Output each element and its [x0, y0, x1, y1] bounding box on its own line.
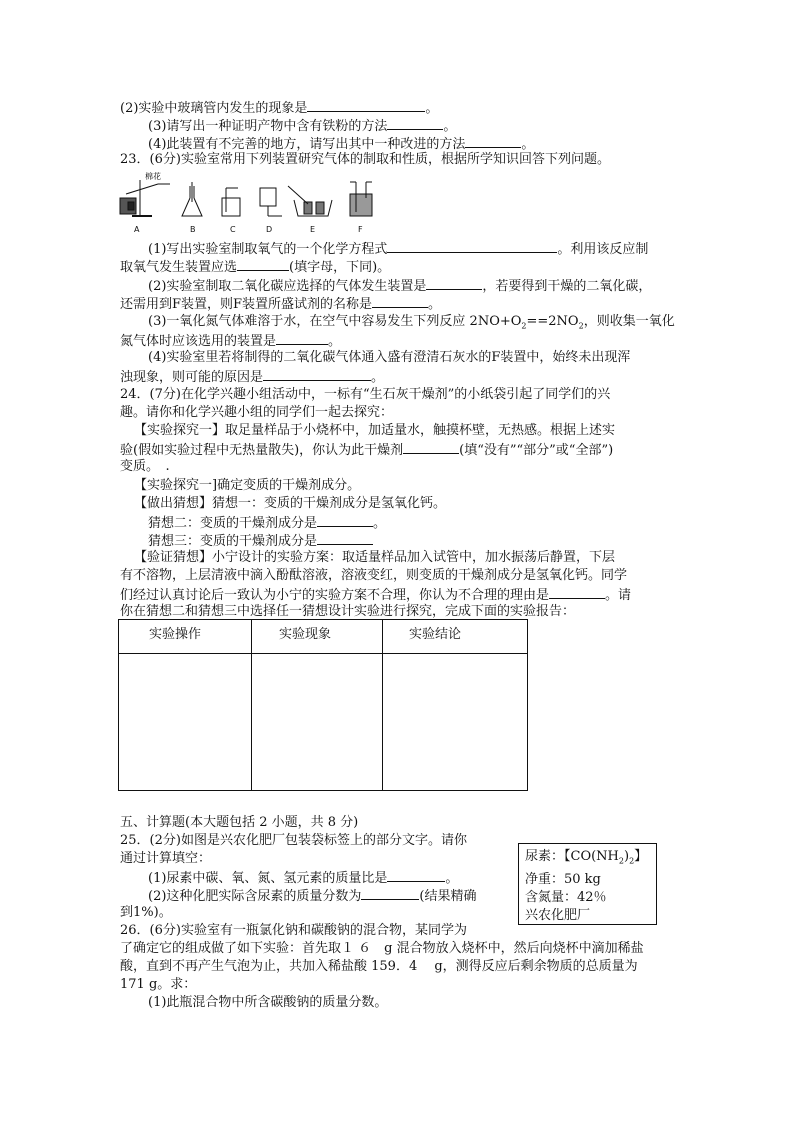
answer-blank[interactable]: [403, 440, 459, 454]
period: 。: [521, 137, 535, 152]
answer-blank[interactable]: [317, 531, 373, 545]
q23-3-text: ，则收集一氧化: [583, 314, 675, 329]
q24-heading-cont: 趣。请你和化学兴趣小组的同学们一起去探究：: [120, 405, 394, 420]
q24-explore1: 【实验探究一】取足量样品于小烧杯中，加适量水，触摸杯壁，无热感。根据上述实: [134, 423, 616, 438]
apparatus-c: [222, 188, 240, 216]
label-factory: 兴农化肥厂: [525, 907, 591, 923]
q24-explore1-cont: [120, 440, 613, 460]
label-text: 】: [634, 849, 648, 864]
q23-3-cont: [120, 331, 341, 351]
period: 。: [425, 101, 439, 116]
q24-explore2: 【实验探究一]确定变质的干燥剂成分。: [134, 478, 361, 493]
q24-text: 猜想三：变质的干燥剂成分是: [148, 534, 318, 549]
column-divider: [382, 620, 383, 790]
q26-cont1: 了确定它的组成做了如下实验：首先取１ ６ g 混合物放入烧杯中，然后向烧杯中滴加稀盐: [120, 941, 644, 956]
apparatus-d: [260, 188, 282, 216]
q24-text: 。请: [605, 588, 632, 603]
q25-1-line: [148, 868, 458, 888]
q23-1-text: (填字母，下同)。: [289, 260, 391, 275]
apparatus-e: [288, 186, 332, 216]
q24-text: 验(假如实验过程中无热量散失)，你认为此干燥剂: [120, 443, 404, 458]
q24-verify: 【验证猜想】小宁设计的实验方案：取适量样品加入试管中，加水振荡后静置，下层: [134, 550, 616, 565]
table-header-operation: 实验操作: [149, 627, 202, 642]
q24-text: 们经过认真讨论后一致认为小宁的实验方案不合理，你认为不合理的理由是: [120, 588, 550, 603]
q25-text: (结果精确: [419, 889, 477, 904]
answer-blank[interactable]: [263, 367, 371, 381]
q23-2-text: 。: [428, 297, 442, 312]
q23-1-text: 取氧气发生装置应选: [120, 260, 238, 275]
q24-text: 猜想二：变质的干燥剂成分是: [148, 516, 318, 531]
q26-cont2: 酸，直到不再产生气泡为止，共加入稀盐酸 159．4 g，测得反应后剩余物质的总质量为: [120, 959, 638, 974]
q26-1-line: (1)此瓶混合物中所含碳酸钠的质量分数。: [148, 995, 388, 1010]
q23-4-line: (4)实验室里若将制得的二氧化碳气体通入盛有澄清石灰水的F装置中，始终未出现浑: [148, 350, 631, 365]
q26-heading: 26．(6分)实验室有一瓶氯化钠和碳酸钠的混合物，某同学为: [120, 923, 467, 938]
q24-hypothesis2: [148, 513, 386, 533]
answer-blank[interactable]: [387, 868, 445, 882]
q23-4-text: 浊现象，则可能的原因是: [120, 370, 264, 385]
q24-explore1-end: 变质。 .: [120, 459, 170, 474]
q23-2-text: ，若要得到干燥的二氧化碳，: [482, 279, 652, 294]
table-header-phenomenon: 实验现象: [279, 627, 332, 642]
q23-1-line: [148, 239, 648, 259]
subscript: 2: [578, 321, 584, 331]
q23-2-cont: [120, 294, 441, 314]
fertilizer-label: [518, 843, 657, 925]
answer-blank[interactable]: [465, 134, 521, 148]
answer-blank[interactable]: [317, 513, 373, 527]
apparatus-letter: C: [230, 225, 236, 234]
q23-1-text: 。利用该反应制: [557, 242, 649, 257]
cotton-label: 棉花: [145, 172, 161, 181]
q24-hypothesis1: 【做出猜想】猜想一：变质的干燥剂成分是氢氧化钙。: [134, 496, 447, 511]
q25-text: (1)尿素中碳、氧、氮、氢元素的质量比是: [148, 871, 388, 886]
q23-2-line: [148, 276, 651, 296]
subscript: 2: [629, 856, 635, 866]
q23-3-text: ==2NO: [526, 314, 579, 329]
label-nitrogen-content: 含氮量：42％: [525, 889, 607, 905]
apparatus-letter: E: [310, 225, 316, 234]
answer-blank[interactable]: [237, 257, 289, 271]
answer-blank[interactable]: [387, 116, 443, 130]
q22-part3-text: (3)请写出一种证明产物中含有铁粉的方法: [148, 119, 388, 134]
q24-text: (填“没有”“部分”或“全部”): [459, 443, 614, 458]
label-text: 尿素：【CO(NH: [525, 849, 619, 864]
q22-part2-line: [120, 98, 438, 118]
q24-text: 。: [373, 516, 387, 531]
section-5-heading: 五、计算题(本大题包括 2 小题，共 8 分): [120, 815, 359, 830]
q24-heading: 24．(7分)在化学兴趣小组活动中，一标有“生石灰干燥剂”的小纸袋引起了同学们的兴: [120, 387, 611, 402]
q22-part4-text: (4)此装置有不完善的地方，请写出其中一种改进的方法: [148, 137, 466, 152]
apparatus-a: [120, 180, 170, 216]
q23-2-text: 还需用到F装置，则F装置所盛试剂的名称是: [120, 297, 373, 312]
subscript: 2: [618, 856, 624, 866]
q23-1-text: (1)写出实验室制取氧气的一个化学方程式: [148, 242, 388, 257]
q23-4-cont: [120, 367, 384, 387]
q24-verify-cont2: [120, 585, 631, 605]
lab-apparatus-figure: [118, 172, 388, 234]
answer-blank[interactable]: [307, 98, 425, 112]
label-text: ): [623, 849, 630, 864]
q24-hypothesis3: [148, 531, 373, 551]
table-header-conclusion: 实验结论: [409, 627, 462, 642]
answer-blank[interactable]: [372, 294, 428, 308]
apparatus-letter: D: [266, 225, 273, 234]
q25-heading: 25．(2分)如图是兴农化肥厂包装袋标签上的部分文字。请你: [120, 833, 467, 848]
q25-heading-cont: 通过计算填空：: [120, 851, 212, 866]
q23-3-text: 。: [328, 334, 342, 349]
q25-2-cont: 到1%)。: [120, 905, 172, 920]
q24-verify-cont3: 你在猜想二和猜想三中选择任一猜想设计实验进行探究，完成下面的实验报告：: [120, 604, 576, 619]
q23-4-text: 。: [371, 370, 385, 385]
apparatus-letter: B: [190, 225, 196, 234]
q23-3-text: (3)一氧化氮气体难溶于水，在空气中容易发生下列反应 2NO+O: [148, 314, 522, 329]
column-divider: [251, 620, 252, 790]
label-net-weight: 净重：50 kg: [525, 871, 601, 887]
answer-blank[interactable]: [426, 276, 482, 290]
answer-blank[interactable]: [361, 886, 419, 900]
apparatus-letter: F: [358, 225, 363, 234]
q23-heading: 23．(6分)实验室常用下列装置研究气体的制取和性质，根据所学知识回答下列问题。: [120, 152, 610, 167]
q23-2-text: (2)实验室制取二氧化碳应选择的气体发生装置是: [148, 279, 427, 294]
q23-1-cont: [120, 257, 390, 277]
q22-part3-line: [148, 116, 456, 136]
q25-text: 。: [445, 871, 459, 886]
label-urea-line: [525, 848, 650, 871]
answer-blank[interactable]: [276, 331, 328, 345]
q24-verify-cont1: 有不溶物，上层清液中滴入酚酞溶液，溶液变红，则变质的干燥剂成分是氢氧化钙。同学: [120, 568, 628, 583]
experiment-report-table: [118, 619, 528, 791]
answer-blank[interactable]: [549, 585, 605, 599]
q26-cont3: 171 g。求：: [120, 977, 197, 992]
answer-blank[interactable]: [387, 239, 557, 253]
apparatus-b: [182, 182, 202, 216]
subscript: 2: [521, 321, 527, 331]
q25-text: (2)这种化肥实际含尿素的质量分数为: [148, 889, 362, 904]
q25-2-line: [148, 886, 477, 906]
q22-part2-text: (2)实验中玻璃管内发生的现象是: [120, 101, 308, 116]
period: 。: [443, 119, 457, 134]
q23-3-text: 氮气体时应该选用的装置是: [120, 334, 277, 349]
apparatus-f: [350, 182, 372, 216]
apparatus-letter: A: [134, 225, 140, 234]
